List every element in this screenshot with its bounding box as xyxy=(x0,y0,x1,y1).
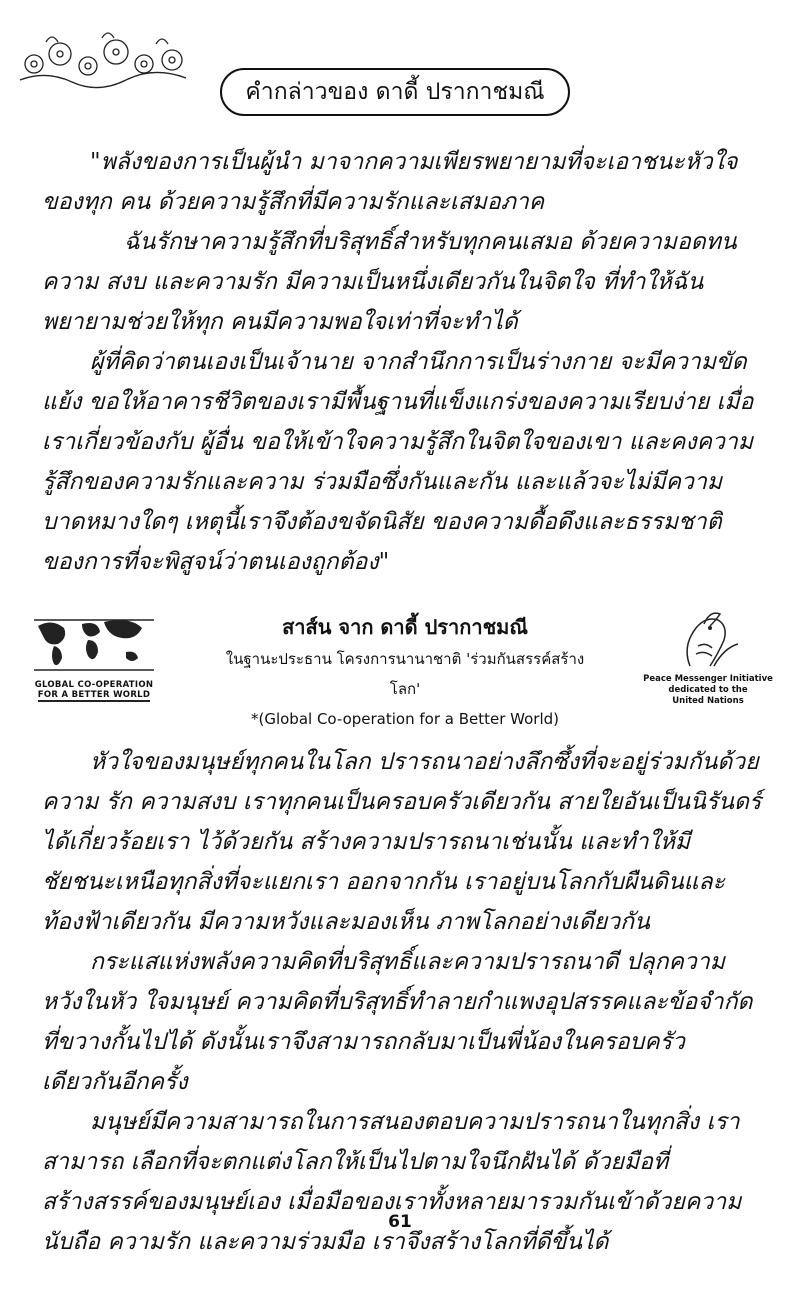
message-english-subtitle: *(Global Co-operation for a Better World) xyxy=(250,710,559,728)
quote-block-2 xyxy=(42,742,762,1262)
quote-block-1 xyxy=(42,142,762,582)
peace-messenger-logo xyxy=(640,606,776,706)
global-cooperation-logo xyxy=(30,612,158,700)
quote2-paragraph-3: มนุษย์มีความสามารถในการสนองตอบความปรารถนาในทุกสิ่ง เราสามารถ เลือกที่จะตกแต่งโลกให้เป็นไปตามใจนึกฝันได้ ด้วยมือที่สร้างสรรค์ของมนุษย์เอง เมื่อมือของเราทั้งหลายมารวมกันเข้าด้วยความนับถือ ความรัก และความร่วมมือ เราจึงสร้างโลกที่ดีขึ้นได้ xyxy=(42,1109,742,1255)
quote2-paragraph-2: กระแสแห่งพลังความคิดที่บริสุทธิ์และความปรารถนาดี ปลุกความหวังในหัว ใจมนุษย์ ความคิดที่บริสุทธิ์ทำลายกำแพงอุปสรรคและข้อจำกัดที่ขวางกั้นไปได้ ดังนั้นเราจึงสามารถกลับมาเป็นพี่น้องในครอบครัวเดียวกันอีกครั้ง xyxy=(42,949,753,1095)
logo-right-line-1: Peace Messenger Initiative xyxy=(643,674,773,684)
page-number: 61 xyxy=(388,1212,412,1232)
quote1-paragraph-2: ฉันรักษาความรู้สึกที่บริสุทธิ์สำหรับทุกคนเสมอ ด้วยความอดทน ความ สงบ และความรัก มีความเป็นหนึ่งเดียวกันในจิตใจ ที่ทำให้ฉันพยายามช่วยให้ทุก คนมีความพอใจเท่าที่จะทำได้ xyxy=(42,229,737,335)
message-title: สาส์น จาก ดาดี้ ปรากาชมณี xyxy=(282,615,528,639)
flower-ornament xyxy=(16,24,192,92)
page-title: คำกล่าวของ ดาดี้ ปรากาชมณี xyxy=(220,68,570,116)
dove-hands-icon xyxy=(640,606,776,670)
logo-left-line-2: FOR A BETTER WORLD xyxy=(37,690,151,700)
logo-right-line-3: United Nations xyxy=(672,696,744,706)
globe-map-icon xyxy=(30,612,158,676)
quote2-paragraph-1: หัวใจของมนุษย์ทุกคนในโลก ปรารถนาอย่างลึกซึ้งที่จะอยู่ร่วมกันด้วยความ รัก ความสงบ เราทุกคนเป็นครอบครัวเดียวกัน สายใยอันเป็นนิรันดร์ได้เกี่ยวร้อยเรา ไว้ด้วยกัน สร้างความปรารถนาเช่นนั้น และทำให้มีชัยชนะเหนือทุกสิ่งที่จะแยกเรา ออกจากกัน เราอยู่บนโลกกับผืนดินและท้องฟ้าเดียวกัน มีความหวังและมองเห็น ภาพโลกอย่างเดียวกัน xyxy=(42,749,762,935)
quote1-paragraph-1: "พลังของการเป็นผู้นำ มาจากความเพียรพยายามที่จะเอาชนะหัวใจของทุก คน ด้วยความรู้สึกที่มีความรักและเสมอภาค xyxy=(42,149,738,215)
logo-right-line-2: dedicated to the xyxy=(668,685,748,695)
message-subtitle: ในฐานะประธาน โครงการนานาชาติ 'ร่วมกันสรรค์สร้างโลก' xyxy=(225,650,585,698)
quote1-paragraph-3: ผู้ที่คิดว่าตนเองเป็นเจ้านาย จากสำนึกการเป็นร่างกาย จะมีความขัดแย้ง ขอให้อาคารชีวิตของเรามีพื้นฐานที่แข็งแกร่งของความเรียบง่าย เมื่อเราเกี่ยวข้องกับ ผู้อื่น ขอให้เข้าใจความรู้สึกในจิตใจของเขา และคงความรู้สึกของความรักและความ ร่วมมือซึ่งกันและกัน และแล้วจะไม่มีความบาดหมางใดๆ เหตุนี้เราจึงต้องขจัดนิสัย ของความดื้อดึงและธรรมชาติของการที่จะพิสูจน์ว่าตนเองถูกต้อง" xyxy=(42,349,754,575)
message-header xyxy=(220,610,590,734)
logo-left-line-1: GLOBAL CO-OPERATION xyxy=(34,680,154,690)
